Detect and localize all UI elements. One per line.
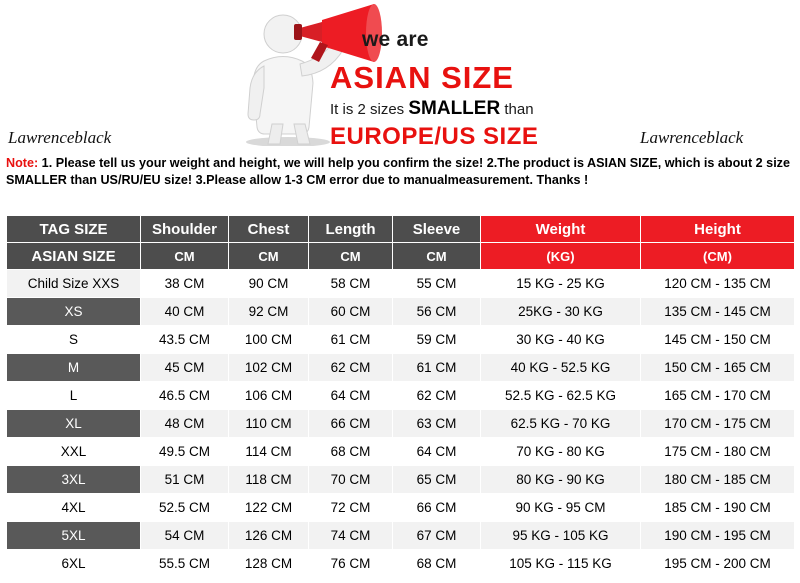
size-table xyxy=(6,215,795,578)
mid-suffix: than xyxy=(500,101,534,118)
table-row xyxy=(7,270,795,298)
table-body xyxy=(7,270,795,578)
cell-length: 74 CM xyxy=(309,522,393,550)
cell-size: 5XL xyxy=(7,522,141,550)
cell-length: 58 CM xyxy=(309,270,393,298)
cell-height: 120 CM - 135 CM xyxy=(641,270,795,298)
cell-weight: 25KG - 30 KG xyxy=(481,298,641,326)
cell-weight: 70 KG - 80 KG xyxy=(481,438,641,466)
mid-emphasis: SMALLER xyxy=(408,98,501,119)
banner-area xyxy=(0,0,800,150)
cell-sleeve: 59 CM xyxy=(393,326,481,354)
cell-shoulder: 43.5 CM xyxy=(141,326,229,354)
cell-sleeve: 64 CM xyxy=(393,438,481,466)
cell-weight: 95 KG - 105 KG xyxy=(481,522,641,550)
size-table-wrapper xyxy=(6,215,794,578)
cell-chest: 100 CM xyxy=(229,326,309,354)
table-row xyxy=(7,494,795,522)
table-row xyxy=(7,298,795,326)
cell-shoulder: 51 CM xyxy=(141,466,229,494)
cell-sleeve: 65 CM xyxy=(393,466,481,494)
we-are-text: we are xyxy=(362,28,429,51)
cell-weight: 52.5 KG - 62.5 KG xyxy=(481,382,641,410)
cell-height: 195 CM - 200 CM xyxy=(641,550,795,578)
cell-shoulder: 38 CM xyxy=(141,270,229,298)
table-row xyxy=(7,354,795,382)
header-chest: Chest xyxy=(229,216,309,243)
note-block xyxy=(6,155,796,188)
cell-size: S xyxy=(7,326,141,354)
cell-chest: 118 CM xyxy=(229,466,309,494)
cell-sleeve: 62 CM xyxy=(393,382,481,410)
header-sleeve-unit: CM xyxy=(393,243,481,270)
cell-size: 4XL xyxy=(7,494,141,522)
cell-length: 68 CM xyxy=(309,438,393,466)
table-row xyxy=(7,522,795,550)
cell-shoulder: 54 CM xyxy=(141,522,229,550)
cell-length: 61 CM xyxy=(309,326,393,354)
cell-size: XS xyxy=(7,298,141,326)
cell-size: L xyxy=(7,382,141,410)
cell-sleeve: 67 CM xyxy=(393,522,481,550)
table-header-row-2 xyxy=(7,243,795,270)
header-tag-size: TAG SIZE xyxy=(7,216,141,243)
table-row xyxy=(7,382,795,410)
mid-prefix: It is 2 sizes xyxy=(330,101,409,118)
cell-length: 60 CM xyxy=(309,298,393,326)
cell-shoulder: 49.5 CM xyxy=(141,438,229,466)
note-text: 1. Please tell us your weight and height, we will help you confirm the size! 2.The product is ASIAN SIZE, which is about 2 size SMALLER than US/RU/EU size! 3.Please allow 1-3 CM error due to manualmeasurement. Thanks ! xyxy=(6,156,790,187)
cell-height: 175 CM - 180 CM xyxy=(641,438,795,466)
cell-height: 170 CM - 175 CM xyxy=(641,410,795,438)
cell-chest: 102 CM xyxy=(229,354,309,382)
cell-height: 190 CM - 195 CM xyxy=(641,522,795,550)
cell-shoulder: 48 CM xyxy=(141,410,229,438)
table-row xyxy=(7,550,795,578)
cell-height: 135 CM - 145 CM xyxy=(641,298,795,326)
header-shoulder: Shoulder xyxy=(141,216,229,243)
cell-sleeve: 68 CM xyxy=(393,550,481,578)
europe-us-size-heading: EUROPE/US SIZE xyxy=(330,123,539,150)
cell-weight: 80 KG - 90 KG xyxy=(481,466,641,494)
header-sleeve: Sleeve xyxy=(393,216,481,243)
table-row xyxy=(7,410,795,438)
note-label: Note: xyxy=(6,156,39,170)
header-chest-unit: CM xyxy=(229,243,309,270)
cell-height: 165 CM - 170 CM xyxy=(641,382,795,410)
size-comparison-text xyxy=(330,98,534,120)
cell-chest: 90 CM xyxy=(229,270,309,298)
cell-size: XL xyxy=(7,410,141,438)
asian-size-heading: ASIAN SIZE xyxy=(330,60,514,95)
cell-sleeve: 55 CM xyxy=(393,270,481,298)
table-row xyxy=(7,466,795,494)
cell-sleeve: 66 CM xyxy=(393,494,481,522)
table-header-row-1 xyxy=(7,216,795,243)
cell-chest: 126 CM xyxy=(229,522,309,550)
cell-length: 66 CM xyxy=(309,410,393,438)
table-row xyxy=(7,438,795,466)
cell-shoulder: 40 CM xyxy=(141,298,229,326)
cell-shoulder: 55.5 CM xyxy=(141,550,229,578)
cell-chest: 122 CM xyxy=(229,494,309,522)
cell-shoulder: 46.5 CM xyxy=(141,382,229,410)
cell-shoulder: 52.5 CM xyxy=(141,494,229,522)
cell-length: 70 CM xyxy=(309,466,393,494)
cell-height: 180 CM - 185 CM xyxy=(641,466,795,494)
cell-chest: 106 CM xyxy=(229,382,309,410)
cell-sleeve: 63 CM xyxy=(393,410,481,438)
cell-chest: 92 CM xyxy=(229,298,309,326)
header-shoulder-unit: CM xyxy=(141,243,229,270)
cell-size: 6XL xyxy=(7,550,141,578)
header-length-unit: CM xyxy=(309,243,393,270)
cell-weight: 90 KG - 95 CM xyxy=(481,494,641,522)
cell-size: XXL xyxy=(7,438,141,466)
cell-chest: 110 CM xyxy=(229,410,309,438)
cell-length: 72 CM xyxy=(309,494,393,522)
cell-sleeve: 61 CM xyxy=(393,354,481,382)
header-length: Length xyxy=(309,216,393,243)
header-weight-unit: (KG) xyxy=(481,243,641,270)
cell-size: 3XL xyxy=(7,466,141,494)
cell-length: 76 CM xyxy=(309,550,393,578)
cell-chest: 128 CM xyxy=(229,550,309,578)
cell-height: 145 CM - 150 CM xyxy=(641,326,795,354)
cell-length: 64 CM xyxy=(309,382,393,410)
table-row xyxy=(7,326,795,354)
cell-sleeve: 56 CM xyxy=(393,298,481,326)
cell-shoulder: 45 CM xyxy=(141,354,229,382)
header-height-unit: (CM) xyxy=(641,243,795,270)
brand-left: Lawrenceblack xyxy=(8,128,112,147)
header-asian-size: ASIAN SIZE xyxy=(7,243,141,270)
cell-weight: 105 KG - 115 KG xyxy=(481,550,641,578)
cell-height: 185 CM - 190 CM xyxy=(641,494,795,522)
cell-chest: 114 CM xyxy=(229,438,309,466)
brand-right: Lawrenceblack xyxy=(640,128,744,147)
cell-size: M xyxy=(7,354,141,382)
cell-weight: 30 KG - 40 KG xyxy=(481,326,641,354)
cell-height: 150 CM - 165 CM xyxy=(641,354,795,382)
cell-weight: 40 KG - 52.5 KG xyxy=(481,354,641,382)
header-weight: Weight xyxy=(481,216,641,243)
cell-weight: 62.5 KG - 70 KG xyxy=(481,410,641,438)
cell-length: 62 CM xyxy=(309,354,393,382)
header-height: Height xyxy=(641,216,795,243)
cell-size: Child Size XXS xyxy=(7,270,141,298)
cell-weight: 15 KG - 25 KG xyxy=(481,270,641,298)
